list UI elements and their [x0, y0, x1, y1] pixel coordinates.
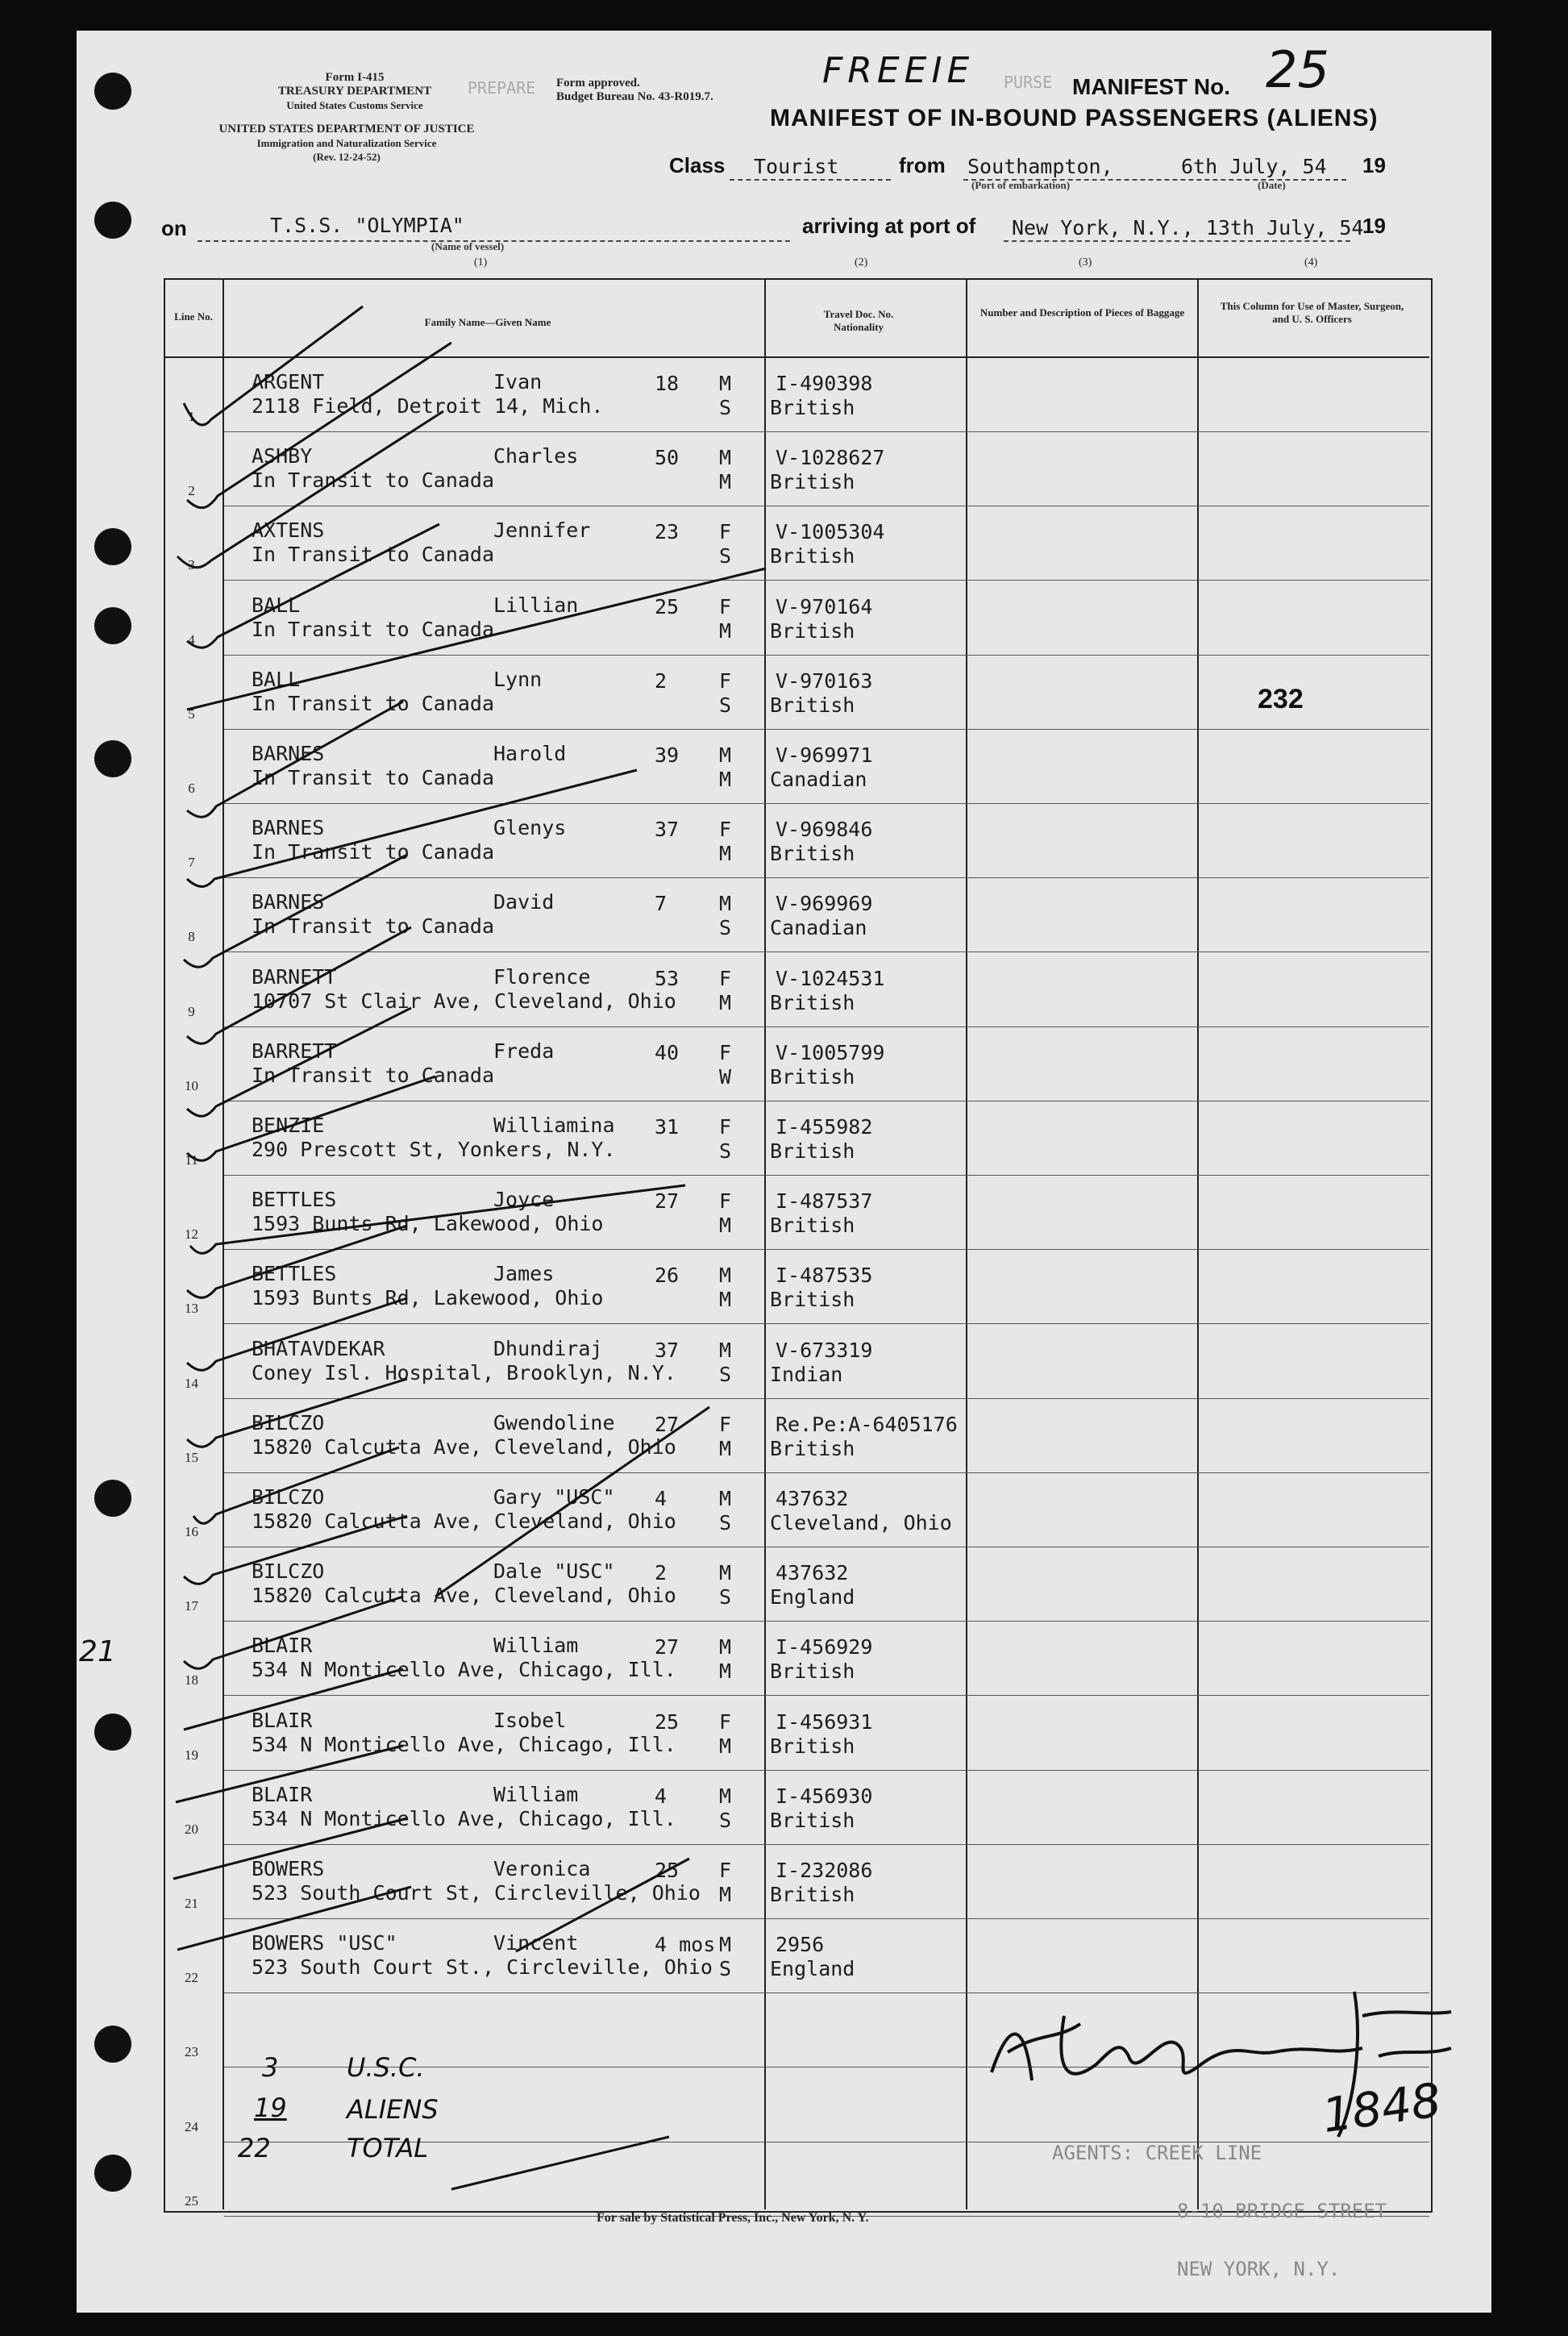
passenger-age: 2 — [655, 1561, 668, 1585]
passenger-address: 534 N Monticello Ave, Chicago, Ill. — [252, 1732, 676, 1756]
line-number: 7 — [188, 855, 195, 871]
nationality: Cleveland, Ohio — [770, 1511, 952, 1534]
passenger-age: 4 — [655, 1487, 668, 1510]
passenger-family-name: BARNES — [252, 816, 325, 840]
vessel-caption: (Name of vessel) — [431, 240, 505, 252]
passenger-marital-status: S — [719, 396, 732, 419]
passenger-marital-status: M — [719, 768, 732, 791]
passenger-address: In Transit to Canada — [252, 543, 495, 567]
passenger-given-name: David — [493, 890, 555, 914]
passenger-address: In Transit to Canada — [252, 766, 495, 789]
passenger-address: 10707 St Clair Ave, Cleveland, Ohio — [252, 989, 676, 1013]
passenger-family-name: BLAIR — [252, 1634, 313, 1658]
purser-stamp: PURSE — [1004, 73, 1053, 92]
passenger-marital-status: S — [719, 1362, 732, 1386]
baggage-header: Number and Description of Pieces of Baggage — [979, 306, 1185, 319]
passenger-marital-status: S — [719, 1808, 732, 1832]
passenger-age: 50 — [655, 446, 680, 470]
passenger-age: 25 — [655, 1859, 680, 1882]
from-label: from — [899, 153, 946, 177]
passenger-marital-status: S — [719, 544, 732, 568]
passenger-age: 27 — [655, 1635, 680, 1659]
customs-label: United States Customs Service — [286, 99, 423, 111]
port-of-embarkation: Southampton, — [967, 155, 1113, 178]
passenger-sex: M — [719, 1338, 732, 1362]
passenger-sex: F — [719, 966, 732, 990]
handwritten-number: 1848 — [1318, 2072, 1445, 2143]
class-label: Class — [669, 153, 726, 177]
manifest-number: 25 — [1266, 40, 1329, 99]
nationality: British — [770, 396, 855, 419]
family-name-header: Family Name—Given Name — [424, 316, 551, 328]
passenger-age: 40 — [655, 1040, 680, 1064]
travel-doc-number: I-232086 — [776, 1859, 873, 1882]
passenger-address: In Transit to Canada — [252, 617, 495, 641]
passenger-address: 534 N Monticello Ave, Chicago, Ill. — [252, 1658, 676, 1682]
agents-line-3: NEW YORK, N.Y. — [1177, 2258, 1341, 2280]
nationality: British — [770, 1808, 855, 1832]
line-number: 17 — [185, 1598, 198, 1614]
passenger-given-name: Gary "USC" — [493, 1485, 615, 1509]
passenger-family-name: BILCZO — [252, 1485, 325, 1509]
passenger-sex: M — [719, 1264, 732, 1288]
passenger-age: 26 — [655, 1264, 680, 1288]
line-number: 1 — [188, 409, 195, 424]
line-number: 3 — [188, 557, 195, 573]
passenger-family-name: BALL — [252, 667, 301, 691]
travel-doc-number: Re.Pe:A-6405176 — [776, 1412, 958, 1436]
passenger-given-name: James — [493, 1262, 555, 1286]
passenger-given-name: William — [493, 1782, 579, 1806]
prepare-stamp: PREPARE — [468, 78, 536, 98]
footer-printer: For sale by Statistical Press, Inc., New York, N. Y. — [597, 2211, 869, 2225]
passenger-family-name: BHATAVDEKAR — [252, 1336, 385, 1360]
line-number: 9 — [188, 1003, 195, 1019]
aliens-count: 19 — [254, 2092, 287, 2123]
nationality: British — [770, 1734, 855, 1758]
travel-doc-number: I-455982 — [776, 1115, 873, 1139]
line-number: 11 — [185, 1152, 198, 1168]
passenger-address: In Transit to Canada — [252, 840, 495, 864]
passenger-family-name: BLAIR — [252, 1708, 313, 1732]
line-number: 20 — [185, 1821, 198, 1837]
line-number: 14 — [185, 1375, 198, 1391]
ins-label: Immigration and Naturalization Service — [256, 137, 437, 149]
passenger-sex: F — [719, 1115, 732, 1139]
nationality: British — [770, 1659, 855, 1684]
line-number: 23 — [185, 2044, 198, 2060]
passenger-sex: F — [719, 1412, 732, 1436]
passenger-age: 37 — [655, 818, 680, 842]
travel-doc-number: I-456931 — [776, 1709, 873, 1734]
travel-doc-number: V-1024531 — [776, 966, 885, 990]
passenger-address: 15820 Calcutta Ave, Cleveland, Ohio — [252, 1434, 676, 1459]
passenger-age: 27 — [655, 1412, 680, 1436]
passenger-marital-status: M — [719, 990, 732, 1014]
passenger-sex: M — [719, 1635, 732, 1659]
passenger-sex: F — [719, 520, 732, 544]
passenger-marital-status: M — [719, 470, 732, 494]
nationality: British — [770, 842, 855, 866]
passenger-address: 15820 Calcutta Ave, Cleveland, Ohio — [252, 1509, 676, 1533]
line-number: 25 — [185, 2192, 198, 2209]
passenger-given-name: Dale "USC" — [493, 1559, 615, 1584]
line-number: 18 — [185, 1672, 198, 1688]
nationality: British — [770, 618, 855, 643]
passenger-given-name: Isobel — [493, 1708, 567, 1732]
on-label: on — [161, 216, 187, 240]
nationality: British — [770, 693, 855, 717]
passenger-given-name: Joyce — [493, 1188, 555, 1212]
date-caption: (Date) — [1258, 179, 1286, 191]
line-number: 16 — [185, 1524, 198, 1539]
passenger-address: 1593 Bunts Rd, Lakewood, Ohio — [252, 1286, 604, 1310]
passenger-sex: F — [719, 1859, 732, 1882]
column-number-4: (4) — [1304, 256, 1318, 269]
travel-doc-number: V-1028627 — [776, 446, 885, 470]
passenger-sex: M — [719, 372, 732, 395]
passenger-given-name: Charles — [493, 444, 579, 468]
passenger-marital-status: M — [719, 1734, 732, 1758]
passenger-given-name: Gwendoline — [493, 1410, 615, 1434]
total-label: TOTAL — [347, 2133, 429, 2163]
line-number: 10 — [185, 1077, 198, 1093]
line-number: 21 — [185, 1896, 198, 1911]
passenger-age: 37 — [655, 1338, 680, 1362]
nationality: Indian — [770, 1362, 843, 1386]
passenger-given-name: Freda — [493, 1039, 555, 1063]
travel-doc-number: V-1005799 — [776, 1040, 885, 1064]
nationality: Canadian — [770, 916, 867, 940]
travel-doc-number: I-490398 — [776, 372, 873, 395]
passenger-marital-status: M — [719, 1883, 732, 1906]
class-value: Tourist — [754, 155, 839, 178]
rev-label: (Rev. 12-24-52) — [313, 151, 381, 163]
travel-doc-number: V-970164 — [776, 594, 873, 618]
passenger-sex: M — [719, 1487, 732, 1510]
passenger-marital-status: S — [719, 1139, 732, 1163]
passenger-address: In Transit to Canada — [252, 468, 495, 493]
passenger-family-name: BARNETT — [252, 964, 337, 989]
travel-doc-number: V-969969 — [776, 892, 873, 916]
passenger-sex: M — [719, 892, 732, 916]
form-id: Form I-415 — [325, 71, 385, 84]
passenger-sex: M — [719, 1784, 732, 1808]
passenger-family-name: BILCZO — [252, 1410, 325, 1434]
budget-bureau: Budget Bureau No. 43-R019.7. — [556, 90, 713, 103]
aliens-label: ALIENS — [347, 2094, 439, 2125]
passenger-age: 18 — [655, 372, 680, 395]
passenger-family-name: BALL — [252, 593, 301, 617]
passenger-sex: F — [719, 594, 732, 618]
nationality: British — [770, 1139, 855, 1163]
travel-doc-number: V-673319 — [776, 1338, 873, 1362]
passenger-age: 25 — [655, 594, 680, 618]
passenger-sex: M — [719, 743, 732, 767]
passenger-age: 4 — [655, 1784, 668, 1808]
passenger-given-name: Veronica — [493, 1857, 591, 1880]
nationality: British — [770, 470, 855, 494]
passenger-given-name: Lillian — [493, 593, 579, 617]
passenger-address: 290 Prescott St, Yonkers, N.Y. — [252, 1138, 616, 1161]
passenger-address: In Transit to Canada — [252, 691, 495, 715]
passenger-age: 2 — [655, 668, 668, 693]
passenger-family-name: ASHBY — [252, 444, 313, 468]
nationality: British — [770, 990, 855, 1014]
passenger-given-name: Vincent — [493, 1931, 579, 1955]
usc-label: U.S.C. — [347, 2052, 425, 2083]
line-number: 4 — [188, 631, 195, 648]
year-prefix-1: 19 — [1362, 153, 1386, 177]
passenger-marital-status: S — [719, 1957, 732, 1981]
nationality: British — [770, 1214, 855, 1238]
passenger-family-name: BARRETT — [252, 1039, 337, 1063]
passenger-family-name: BLAIR — [252, 1782, 313, 1806]
agents-line-2: 8-10 BRIDGE STREET — [1177, 2200, 1387, 2222]
passenger-given-name: Florence — [493, 964, 591, 989]
column-number-1: (1) — [474, 256, 488, 269]
passenger-marital-status: M — [719, 1436, 732, 1460]
travel-doc-number: V-1005304 — [776, 520, 885, 544]
passenger-family-name: BENZIE — [252, 1114, 325, 1137]
travel-doc-number: V-970163 — [776, 668, 873, 693]
manifest-no-label: MANIFEST No. — [1072, 74, 1230, 99]
travel-doc-number: V-969846 — [776, 818, 873, 842]
passenger-family-name: BETTLES — [252, 1262, 337, 1286]
line-number: 13 — [185, 1301, 198, 1317]
passenger-age: 23 — [655, 520, 680, 544]
passenger-marital-status: M — [719, 1659, 732, 1684]
passenger-age: 4 mos — [655, 1933, 716, 1957]
travel-doc-number: I-456930 — [776, 1784, 873, 1808]
year-prefix-2: 19 — [1362, 214, 1386, 238]
passenger-sex: F — [719, 668, 732, 693]
treasury-label: TREASURY DEPARTMENT — [277, 85, 432, 98]
passenger-sex: M — [719, 1933, 732, 1957]
passenger-family-name: ARGENT — [252, 370, 325, 393]
passenger-address: In Transit to Canada — [252, 914, 495, 939]
passenger-marital-status: M — [719, 842, 732, 866]
passenger-age: 39 — [655, 743, 680, 767]
passenger-age: 7 — [655, 892, 668, 916]
passenger-family-name: BARNES — [252, 890, 325, 914]
passenger-address: 1593 Bunts Rd, Lakewood, Ohio — [252, 1212, 604, 1236]
passenger-marital-status: M — [719, 1214, 732, 1238]
passenger-marital-status: S — [719, 916, 732, 940]
passenger-family-name: BARNES — [252, 742, 325, 765]
travel-doc-number: 2956 — [776, 1933, 825, 1957]
line-number: 24 — [185, 2118, 198, 2134]
passenger-family-name: AXTENS — [252, 518, 325, 543]
passenger-given-name: William — [493, 1634, 579, 1658]
passenger-sex: M — [719, 446, 732, 470]
arrival-port: New York, N.Y., 13th July, 54 — [1012, 216, 1364, 239]
passenger-sex: F — [719, 818, 732, 842]
line-number: 15 — [185, 1449, 198, 1465]
passenger-age: 25 — [655, 1709, 680, 1734]
nationality: British — [770, 1064, 855, 1089]
passenger-address: 534 N Monticello Ave, Chicago, Ill. — [252, 1806, 676, 1830]
nationality: England — [770, 1957, 855, 1981]
nationality: British — [770, 544, 855, 568]
margin-mark: 21 — [79, 1635, 116, 1668]
nationality: British — [770, 1436, 855, 1460]
passenger-marital-status: M — [719, 1288, 732, 1312]
passenger-sex: F — [719, 1040, 732, 1064]
column-number-2: (2) — [855, 256, 868, 269]
passenger-given-name: Ivan — [493, 370, 543, 393]
total-count: 22 — [238, 2133, 271, 2163]
passenger-marital-status: W — [719, 1064, 732, 1089]
line-number: 12 — [185, 1226, 198, 1243]
nationality: British — [770, 1883, 855, 1906]
officer-note: 232 — [1258, 684, 1304, 714]
handwritten-name: FREEIE — [822, 50, 975, 91]
passenger-marital-status: S — [719, 693, 732, 717]
nationality: Canadian — [770, 768, 867, 791]
passenger-address: 15820 Calcutta Ave, Cleveland, Ohio — [252, 1584, 676, 1608]
officers-header: This Column for Use of Master, Surgeon, and U. S. Officers — [1220, 300, 1404, 325]
passenger-given-name: Glenys — [493, 816, 567, 840]
nationality: England — [770, 1585, 855, 1609]
travel-doc-number: I-487537 — [776, 1189, 873, 1214]
embarkation-date: 6th July, 54 — [1181, 155, 1327, 178]
line-number: 5 — [188, 706, 195, 722]
passenger-address: In Transit to Canada — [252, 1063, 495, 1087]
passenger-address: 2118 Field, Detroit 14, Mich. — [252, 394, 604, 418]
travel-doc-number: 437632 — [776, 1561, 849, 1585]
travel-doc-number: 437632 — [776, 1487, 849, 1510]
travel-doc-number: I-456929 — [776, 1635, 873, 1659]
passenger-given-name: Dhundiraj — [493, 1336, 603, 1360]
arriving-label: arriving at port of — [802, 214, 976, 238]
passenger-address: 523 South Court St., Circleville, Ohio — [252, 1955, 713, 1980]
line-number: 22 — [185, 1970, 198, 1986]
passenger-sex: F — [719, 1189, 732, 1214]
passenger-given-name: Lynn — [493, 667, 543, 691]
passenger-family-name: BETTLES — [252, 1188, 337, 1212]
passenger-given-name: Harold — [493, 742, 567, 765]
column-number-3: (3) — [1079, 256, 1092, 269]
passenger-age: 27 — [655, 1189, 680, 1214]
passenger-family-name: BOWERS "USC" — [252, 1931, 397, 1955]
passenger-address: Coney Isl. Hospital, Brooklyn, N.Y. — [252, 1360, 676, 1385]
passenger-given-name: Jennifer — [493, 518, 591, 543]
usc-count: 3 — [262, 2052, 279, 2083]
passenger-age: 31 — [655, 1115, 680, 1139]
passenger-family-name: BOWERS — [252, 1857, 325, 1880]
travel-doc-number: I-487535 — [776, 1264, 873, 1288]
passenger-sex: M — [719, 1561, 732, 1585]
passenger-marital-status: M — [719, 618, 732, 643]
nationality: British — [770, 1288, 855, 1312]
passenger-marital-status: S — [719, 1511, 732, 1534]
line-number: 19 — [185, 1747, 198, 1763]
line-no-header: Line No. — [174, 310, 213, 323]
port-embarkation-caption: (Port of embarkation) — [971, 179, 1071, 191]
vessel-name: T.S.S. "OLYMPIA" — [270, 214, 464, 237]
form-approved: Form approved. — [556, 77, 640, 90]
passenger-sex: F — [719, 1709, 732, 1734]
travel-doc-number: V-969971 — [776, 743, 873, 767]
passenger-address: 523 South Court St, Circleville, Ohio — [252, 1881, 701, 1905]
passenger-given-name: Williamina — [493, 1114, 615, 1137]
passenger-marital-status: S — [719, 1585, 732, 1609]
agents-line-1: AGENTS: CREEK LINE — [1052, 2142, 1262, 2164]
passenger-family-name: BILCZO — [252, 1559, 325, 1584]
manifest-title: MANIFEST OF IN-BOUND PASSENGERS (ALIENS) — [770, 105, 1379, 131]
line-number: 6 — [188, 781, 195, 796]
travel-doc-header: Travel Doc. No. Nationality — [823, 308, 894, 333]
line-number: 8 — [188, 929, 195, 945]
justice-label: UNITED STATES DEPARTMENT OF JUSTICE — [218, 123, 475, 135]
passenger-age: 53 — [655, 966, 680, 990]
line-number: 2 — [188, 483, 195, 499]
